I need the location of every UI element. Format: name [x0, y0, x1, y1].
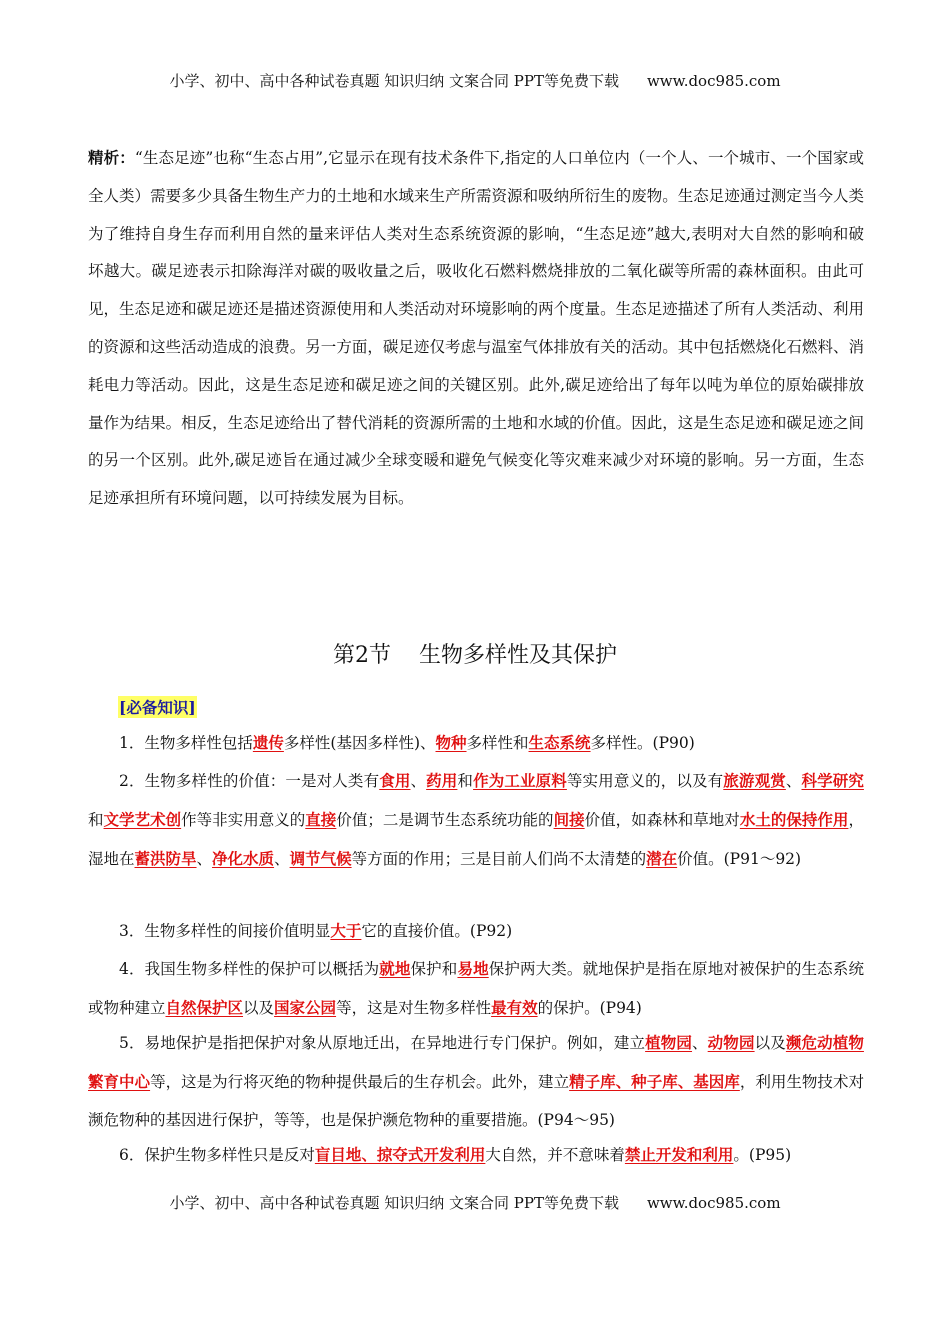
footer-site: www.doc985.com	[646, 1194, 781, 1212]
header-site: www.doc985.com	[646, 72, 781, 90]
item-keyword: 精子库、种子库、基因库	[569, 1071, 740, 1091]
analysis-paragraph	[88, 139, 864, 518]
knowledge-item-4	[88, 950, 864, 1028]
item-text: 多样性(基因多样性)、	[283, 734, 436, 752]
item-keyword: 科学研究	[801, 771, 864, 790]
knowledge-label: [必备知识]	[119, 698, 196, 717]
knowledge-item-2	[88, 762, 864, 878]
knowledge-item-6	[88, 1136, 864, 1175]
item-text: 6．保护生物多样性只是反对	[119, 1146, 315, 1164]
item-keyword: 植物园	[645, 1033, 693, 1052]
item-text: 的保护。(P94)	[537, 998, 642, 1017]
item-text: 等实用意义的，以及有	[566, 772, 724, 790]
item-text: 多样性。(P90)	[590, 734, 695, 752]
item-keyword: 物种	[435, 733, 467, 752]
item-text: 、	[196, 849, 213, 868]
item-keyword: 药用	[426, 771, 458, 790]
item-keyword: 水土的保持作用	[739, 809, 849, 829]
item-keyword: 最有效	[491, 997, 538, 1017]
item-text: 、	[274, 849, 290, 868]
item-text: 保护两大类。就地保护是指在原地对被保护的生态系统或物种建立	[88, 960, 864, 1017]
item-keyword: 旅游观赏	[723, 771, 786, 790]
item-keyword: 潜在	[646, 848, 678, 868]
item-text: 1．生物多样性包括	[119, 734, 253, 752]
item-text: 价值。(P91～92)	[677, 849, 802, 868]
item-text: 和	[457, 772, 474, 790]
item-text: 等，这是对生物多样性	[336, 998, 492, 1017]
item-text: 保护和	[410, 960, 458, 978]
knowledge-item-3	[88, 912, 864, 951]
section-name: 生物多样性及其保护	[418, 643, 617, 668]
item-keyword: 遗传	[252, 733, 284, 752]
section-title	[0, 638, 950, 669]
item-keyword: 就地	[379, 959, 411, 978]
item-text: 。(P95)	[733, 1146, 792, 1164]
item-keyword: 食用	[379, 771, 411, 790]
knowledge-item-5	[88, 1024, 864, 1139]
item-text: 价值；二是调节生态系统功能的	[336, 810, 554, 829]
item-text: 多样性和	[466, 734, 529, 752]
item-text: 等，这是为行将灭绝的物种提供最后的生存机会。此外，建立	[150, 1072, 570, 1091]
item-text: 和	[88, 810, 104, 829]
item-text: 它的直接价值。(P92)	[361, 922, 513, 940]
item-keyword: 动物园	[707, 1033, 755, 1052]
knowledge-item-1	[88, 724, 864, 763]
item-text: 以及	[243, 998, 275, 1017]
item-keyword: 禁止开发和利用	[624, 1145, 734, 1164]
item-keyword: 濒危动植物繁育中心	[88, 1033, 864, 1091]
item-text: 以及	[754, 1034, 786, 1052]
item-keyword: 作为工业原料	[473, 771, 567, 790]
item-text: 3．生物多样性的间接价值明显	[119, 922, 331, 940]
item-text: 、	[785, 772, 802, 790]
page-header	[0, 70, 950, 91]
header-text: 小学、初中、高中各种试卷真题 知识归纳 文案合同 PPT等免费下载	[169, 72, 619, 90]
item-keyword: 生态系统	[528, 733, 591, 752]
item-text: 等方面的作用；三是目前人们尚不太清楚的	[351, 849, 647, 868]
section-number: 第2节	[332, 643, 391, 668]
item-keyword: 调节气候	[289, 848, 352, 868]
page-footer	[0, 1192, 950, 1213]
item-keyword: 直接	[305, 809, 337, 829]
item-text: 2．生物多样性的价值：一是对人类有	[119, 772, 380, 790]
item-keyword: 文学艺术创	[103, 809, 182, 829]
item-keyword: 蓄洪防旱	[134, 848, 197, 868]
item-text: 、	[692, 1034, 708, 1052]
item-keyword: 净化水质	[212, 848, 275, 868]
item-text: 、	[410, 772, 427, 790]
item-text: 5．易地保护是指把保护对象从原地迁出，在异地进行专门保护。例如，建立	[119, 1034, 646, 1052]
item-text: 作等非实用意义的	[181, 810, 306, 829]
item-keyword: 大于	[330, 921, 362, 940]
item-keyword: 国家公园	[274, 997, 337, 1017]
analysis-label: 精析：	[88, 148, 135, 167]
item-text: ，利用生物技术对濒危物种的基因进行保护，等等，也是保护濒危物种的重要措施。(P94～95)	[88, 1072, 864, 1129]
item-text: ，湿地在	[88, 810, 864, 868]
item-keyword: 间接	[553, 809, 585, 829]
analysis-body: “生态足迹”也称“生态占用”,它显示在现有技术条件下,指定的人口单位内（一个人、一个城市、一个国家或全人类）需要多少具备生物生产力的土地和水域来生产所需资源和吸纳所衍生的废物。生态足迹通过测定当今人类为了维持自身生存而利用自然的量来评估人类对生态系统资源的影响，“生态足迹”越大,表明对大自然的影响和破坏越大。碳足迹表示扣除海洋对碳的吸收量之后，吸收化石燃料燃烧排放的二氧化碳等所需的森林面积。由此可见，生态足迹和碳足迹还是描述资源使用和人类活动对环境影响的两个度量。生态足迹描述了所有人类活动、利用的资源和这些活动造成的浪费。另一方面，碳足迹仅考虑与温室气体排放有关的活动。其中包括燃烧化石燃料、消耗电力等活动。因此，这是生态足迹和碳足迹之间的关键区别。此外,碳足迹给出了每年以吨为单位的原始碳排放量作为结果。相反，生态足迹给出了替代消耗的资源所需的土地和水域的价值。因此，这是生态足迹和碳足迹之间的另一个区别。此外,碳足迹旨在通过减少全球变暖和避免气候变化等灾难来减少对环境的影响。另一方面，生态足迹承担所有环境问题，以可持续发展为目标。	[88, 149, 864, 508]
item-text: 价值，如森林和草地对	[584, 810, 740, 829]
item-text: 4．我国生物多样性的保护可以概括为	[119, 960, 380, 978]
item-text: 大自然，并不意味着	[485, 1146, 625, 1164]
item-keyword: 自然保护区	[165, 997, 244, 1017]
item-keyword: 易地	[457, 959, 489, 978]
item-keyword: 盲目地、掠夺式开发利用	[314, 1145, 486, 1164]
footer-text: 小学、初中、高中各种试卷真题 知识归纳 文案合同 PPT等免费下载	[169, 1194, 619, 1212]
